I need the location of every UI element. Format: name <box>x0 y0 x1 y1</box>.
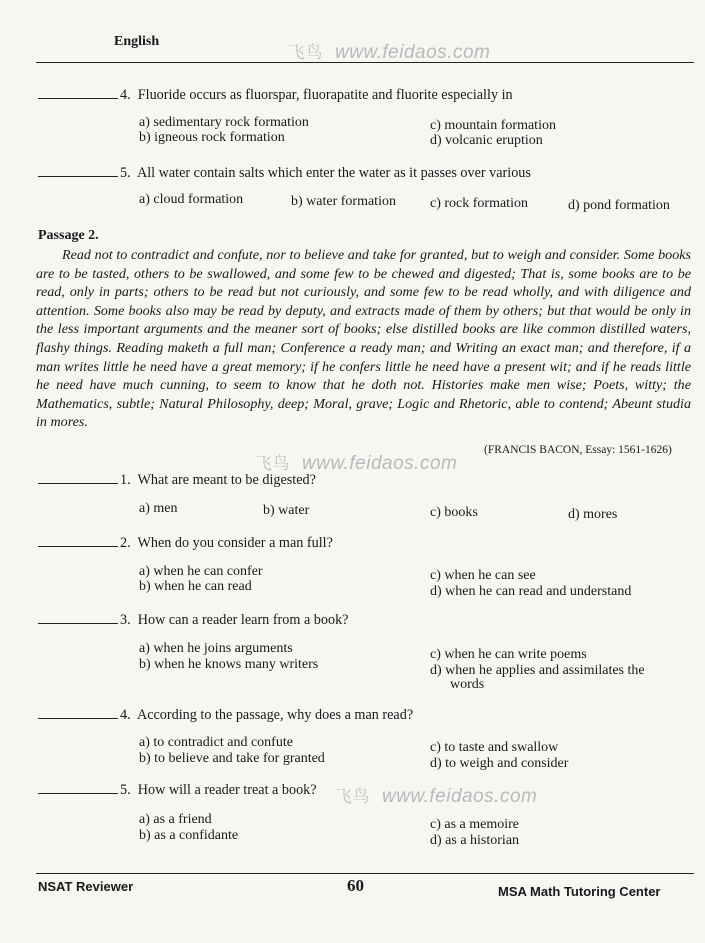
option-d: d) pond formation <box>568 198 670 213</box>
option-d-continuation: words <box>450 677 485 692</box>
question-text: All water contain salts which enter the water as it passes over various <box>136 165 531 181</box>
option-d: d) to weigh and consider <box>430 756 569 771</box>
answer-blank[interactable] <box>38 471 118 484</box>
option-c: c) mountain formation <box>430 118 556 133</box>
footer-right: MSA Math Tutoring Center <box>498 884 661 899</box>
question-text: What are meant to be digested? <box>137 472 316 488</box>
passage-body <box>36 246 691 432</box>
question-text: According to the passage, why does a man read? <box>136 707 414 723</box>
question-number: 5. <box>120 165 131 181</box>
question-top-5 <box>38 164 531 182</box>
option-b: b) to believe and take for granted <box>139 751 325 766</box>
watermark-seal: 飞鸟 <box>288 43 323 62</box>
option-b: b) water formation <box>291 194 396 209</box>
option-a: a) as a friend <box>139 812 212 827</box>
question-text: Fluoride occurs as fluorspar, fluorapatite and fluorite especially in <box>137 87 513 103</box>
watermark-url: www.feidaos.com <box>335 42 491 63</box>
question-passage-1 <box>38 471 316 489</box>
question-passage-4 <box>38 706 413 724</box>
question-number: 4. <box>120 707 131 723</box>
question-top-4 <box>38 86 513 104</box>
answer-blank[interactable] <box>38 86 118 99</box>
watermark-url: www.feidaos.com <box>302 453 458 474</box>
passage-title: Passage 2. <box>38 228 99 243</box>
answer-blank[interactable] <box>38 706 118 719</box>
option-c: c) to taste and swallow <box>430 740 559 755</box>
option-d: d) as a historian <box>430 833 520 848</box>
answer-blank[interactable] <box>38 164 118 177</box>
question-text: How will a reader treat a book? <box>137 782 317 798</box>
question-text: How can a reader learn from a book? <box>137 612 349 628</box>
watermark-top <box>288 38 490 64</box>
option-a: a) sedimentary rock formation <box>139 115 309 130</box>
answer-blank[interactable] <box>38 534 118 547</box>
option-c: c) as a memoire <box>430 817 520 832</box>
option-a: a) when he can confer <box>139 564 263 579</box>
option-d: d) when he applies and assimilates the <box>430 663 645 678</box>
question-number: 3. <box>120 612 131 628</box>
passage-citation: (FRANCIS BACON, Essay: 1561-1626) <box>484 444 672 456</box>
question-number: 2. <box>120 535 131 551</box>
option-a: a) when he joins arguments <box>139 641 293 656</box>
question-passage-5 <box>38 781 317 799</box>
question-passage-3 <box>38 611 348 629</box>
question-number: 5. <box>120 782 131 798</box>
watermark-bottom <box>335 782 537 808</box>
option-b: b) when he can read <box>139 579 252 594</box>
option-d: d) mores <box>568 507 618 522</box>
watermark-url: www.feidaos.com <box>382 786 538 807</box>
option-c: c) books <box>430 505 478 520</box>
option-b: b) water <box>263 503 310 518</box>
option-d: d) when he can read and understand <box>430 584 632 599</box>
option-b: b) as a confidante <box>139 828 239 843</box>
question-passage-2 <box>38 534 333 552</box>
watermark-seal: 飞鸟 <box>255 454 290 473</box>
option-a: a) men <box>139 501 178 516</box>
option-a: a) to contradict and confute <box>139 735 293 750</box>
header-subject: English <box>114 34 160 49</box>
option-b: b) when he knows many writers <box>139 657 319 672</box>
option-c: c) when he can see <box>430 568 536 583</box>
option-c: c) when he can write poems <box>430 647 587 662</box>
question-number: 4. <box>120 87 131 103</box>
option-d: d) volcanic eruption <box>430 133 543 148</box>
page-number: 60 <box>347 876 364 895</box>
question-number: 1. <box>120 472 131 488</box>
passage-text: Read not to contradict and confute, nor to believe and take for granted, but to weigh and consider. Some books are to be tasted, others to be swallowed, and some few to be chewed and digested; That is, some books are to be read, only in parts; others to be read but not curiously, and some few to be read wholly, and with diligence and attention. Some books also may be read by deputy, and extracts made of them by others; but that would be only in the less important arguments and the meaner sort of books; else distilled books are like common distilled waters, flashy things. Reading maketh a full man; Conference a ready man; and Writing an exact man; and therefore, if a man writes little he need have a great memory; if he confers little he need have a present wit; and if he reads little he need have much cunning, to seem to know that he doth not. Histories make men wise; Poets, witty; the Mathematics, subtle; Natural Philosophy, deep; Moral, grave; Logic and Rhetoric, able to contend; Abeunt studia in mores. <box>36 247 691 431</box>
option-c: c) rock formation <box>430 196 528 211</box>
footer-left: NSAT Reviewer <box>38 879 134 894</box>
option-b: b) igneous rock formation <box>139 130 285 145</box>
question-text: When do you consider a man full? <box>137 535 333 551</box>
option-a: a) cloud formation <box>139 192 244 207</box>
footer-rule <box>36 873 694 874</box>
watermark-seal: 飞鸟 <box>335 787 370 806</box>
answer-blank[interactable] <box>38 781 118 794</box>
answer-blank[interactable] <box>38 611 118 624</box>
